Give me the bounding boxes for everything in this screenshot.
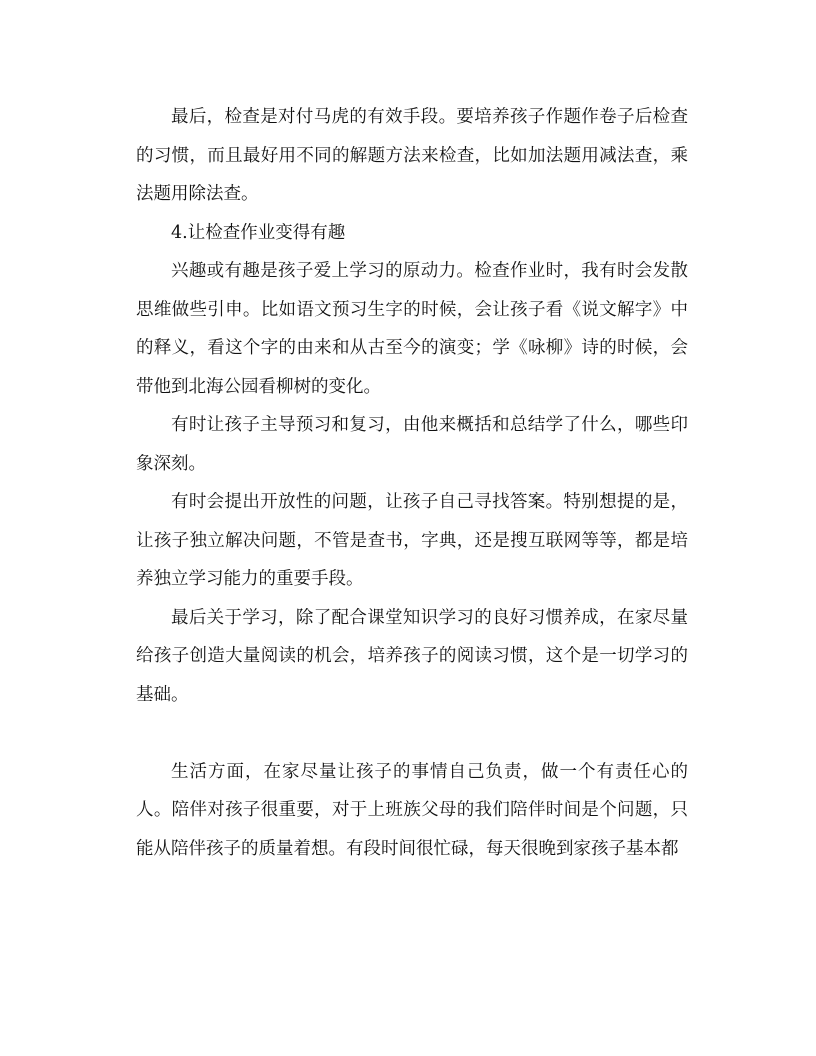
document-body bbox=[136, 98, 688, 868]
paragraph-life: 生活方面，在家尽量让孩子的事情自己负责，做一个有责任心的人。陪伴对孩子很重要，对于上班族父母的我们陪伴时间是个问题，只能从陪伴孩子的质量着想。有段时间很忙碌，每天很晚到家孩子基本都 bbox=[136, 761, 688, 859]
section-heading-checking-fun: 4.让检查作业变得有趣 bbox=[171, 222, 346, 243]
paragraph-interest: 兴趣或有趣是孩子爱上学习的原动力。检查作业时，我有时会发散思维做些引申。比如语文预习生字的时候，会让孩子看《说文解字》中的释义，看这个字的由来和从古至今的演变；学《咏柳》诗的时候，会带他到北海公园看柳树的变化。 bbox=[136, 261, 688, 397]
paragraph-open-questions: 有时会提出开放性的问题，让孩子自己寻找答案。特别想提的是，让孩子独立解决问题，不管是查书，字典，还是搜互联网等等，都是培养独立学习能力的重要手段。 bbox=[136, 492, 688, 589]
paragraph-reading-habit: 最后关于学习，除了配合课堂知识学习的良好习惯养成，在家尽量给孩子创造大量阅读的机会，培养孩子的阅读习惯，这个是一切学习的基础。 bbox=[136, 607, 688, 705]
paragraph-child-led-review: 有时让孩子主导预习和复习，由他来概括和总结学了什么，哪些印象深刻。 bbox=[136, 415, 688, 474]
paragraph-gap bbox=[136, 714, 688, 753]
paragraph-checking: 最后，检查是对付马虎的有效手段。要培养孩子作题作卷子后检查的习惯，而且最好用不同的解题方法来检查，比如加法题用减法查，乘法题用除法查。 bbox=[136, 107, 688, 204]
